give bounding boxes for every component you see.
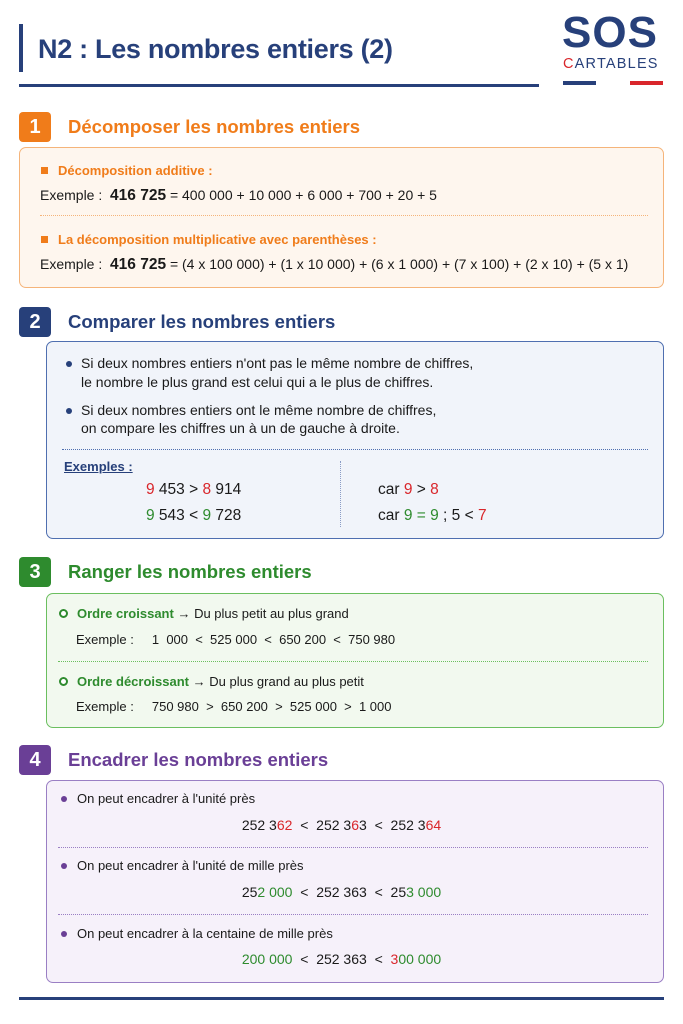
digit-highlight: 2 000 <box>257 884 293 900</box>
digit-highlight: 9 <box>146 481 155 498</box>
bullet-square-icon <box>41 167 48 174</box>
logo-artables: ARTABLES <box>574 56 659 72</box>
bracket-rule-3: On peut encadrer à la centaine de mille près <box>77 926 333 941</box>
bullet-dot-icon <box>61 931 67 937</box>
bracket-rule-1: On peut encadrer à l'unité près <box>77 791 256 806</box>
example-number: 416 725 <box>110 187 167 204</box>
number-text: < 252 363 < <box>292 951 391 967</box>
multiplicative-expression: = (4 x 100 000) + (1 x 10 000) + (6 x 1 000) + (7 x 100) + (2 x 10) + (5 x 1) <box>169 256 629 272</box>
example-label: Exemple : <box>40 256 103 272</box>
section-4-title: Encadrer les nombres entiers <box>68 749 329 770</box>
footer-line <box>19 997 664 1000</box>
comparison-example-1 <box>146 481 241 499</box>
page-title: N2 : Les nombres entiers (2) <box>38 34 393 64</box>
rule-1-line-1: Si deux nombres entiers n'ont pas le même nombre de chiffres, <box>81 355 474 371</box>
section-1-title: Décomposer les nombres entiers <box>68 116 360 137</box>
digit-highlight: 8 <box>202 481 212 498</box>
number-text: 3 < <box>359 817 391 833</box>
logo-sos: SOS <box>562 8 658 57</box>
ascending-label: Ordre croissant <box>77 606 174 621</box>
header-accent-bar <box>19 24 23 72</box>
digit-highlight: 9 <box>146 507 155 524</box>
number-text: 25 <box>241 884 258 900</box>
reason-text: car <box>378 481 404 498</box>
column-divider <box>340 461 341 527</box>
ascending-sequence: 1 000 < 525 000 < 650 200 < 750 980 <box>151 632 396 647</box>
bullet-dot-icon <box>66 408 72 414</box>
additive-expression: = 400 000 + 10 000 + 6 000 + 700 + 20 + 5 <box>169 187 437 203</box>
section-2-title: Comparer les nombres entiers <box>68 311 336 332</box>
section-1-number: 1 <box>19 112 51 142</box>
comparison-text: 453 > <box>154 481 203 498</box>
digit-highlight: 00 000 <box>398 951 442 967</box>
example-label: Exemple : <box>76 699 134 714</box>
header-underline <box>19 84 539 87</box>
reason-text: ; 5 < <box>438 507 478 524</box>
bracket-example-1 <box>0 817 683 833</box>
section-3-title: Ranger les nombres entiers <box>68 561 312 582</box>
descending-sequence: 750 980 > 650 200 > 525 000 > 1 000 <box>151 699 392 714</box>
descending-example <box>76 699 392 714</box>
bracket-example-3 <box>0 951 683 967</box>
digit-highlight: 9 = 9 <box>403 507 439 524</box>
section-4-number: 4 <box>19 745 51 775</box>
additive-heading: Décomposition additive : <box>58 163 213 178</box>
reason-text: > <box>412 481 431 498</box>
logo-flag <box>563 81 663 85</box>
flag-white <box>596 81 629 85</box>
digit-highlight: 6 <box>351 817 360 833</box>
flag-red <box>630 81 663 85</box>
bullet-ring-icon <box>59 609 68 618</box>
comparison-example-2 <box>146 507 241 525</box>
divider <box>58 847 648 848</box>
logo-cartables <box>563 56 659 72</box>
number-text: < 252 3 <box>292 817 352 833</box>
multiplicative-heading: La décomposition multiplicative avec parenthèses : <box>58 232 377 247</box>
bullet-dot-icon <box>61 863 67 869</box>
divider <box>62 449 648 450</box>
digit-highlight: 200 000 <box>241 951 293 967</box>
logo-c: C <box>563 56 575 72</box>
digit-highlight: 62 <box>276 817 293 833</box>
example-label: Exemple : <box>76 632 134 647</box>
bracket-example-2 <box>0 884 683 900</box>
descending-label: Ordre décroissant <box>77 674 189 689</box>
digit-highlight: 7 <box>477 507 487 524</box>
bullet-square-icon <box>41 236 48 243</box>
example-label: Exemple : <box>40 187 103 203</box>
ascending-description: → Du plus petit au plus grand <box>177 606 349 621</box>
comparison-text: 728 <box>211 507 242 524</box>
digit-highlight: 9 <box>403 481 413 498</box>
rule-2-line-2: on compare les chiffres un à un de gauche à droite. <box>81 420 400 436</box>
section-3-number: 3 <box>19 557 51 587</box>
digit-highlight: 8 <box>430 481 439 498</box>
bracket-rule-2: On peut encadrer à l'unité de mille près <box>77 858 304 873</box>
examples-label: Exemples : <box>64 459 133 474</box>
ascending-order <box>77 606 349 621</box>
descending-description: → Du plus grand au plus petit <box>192 674 364 689</box>
number-text: 252 3 <box>390 817 426 833</box>
flag-blue <box>563 81 596 85</box>
comparison-reason-2 <box>378 507 487 525</box>
divider <box>58 914 648 915</box>
descending-order <box>77 674 364 689</box>
number-text: 252 3 <box>241 817 277 833</box>
additive-example <box>40 187 437 205</box>
multiplicative-example <box>40 256 628 274</box>
number-text: < 252 363 < <box>292 884 391 900</box>
comparison-text: 914 <box>211 481 242 498</box>
bullet-dot-icon <box>61 796 67 802</box>
divider <box>58 661 648 662</box>
bullet-ring-icon <box>59 677 68 686</box>
ascending-example <box>76 632 395 647</box>
example-number: 416 725 <box>110 256 167 273</box>
section-2-number: 2 <box>19 307 51 337</box>
rule-1-line-2: le nombre le plus grand est celui qui a le plus de chiffres. <box>81 374 434 390</box>
digit-highlight: 3 000 <box>406 884 442 900</box>
bullet-dot-icon <box>66 361 72 367</box>
reason-text: car <box>378 507 404 524</box>
rule-2-line-1: Si deux nombres entiers ont le même nombre de chiffres, <box>81 402 437 418</box>
digit-highlight: 64 <box>425 817 442 833</box>
number-text: 25 <box>390 884 407 900</box>
digit-highlight: 9 <box>202 507 212 524</box>
comparison-reason-1 <box>378 481 439 499</box>
comparison-text: 543 < <box>154 507 203 524</box>
digit-highlight: 3 <box>390 951 399 967</box>
divider <box>40 215 648 216</box>
